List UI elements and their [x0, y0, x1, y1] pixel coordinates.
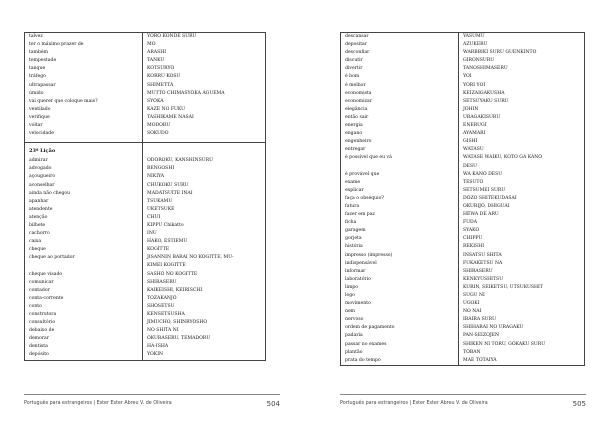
table-row: [341, 138, 584, 146]
portuguese-term: demorar: [29, 336, 49, 342]
portuguese-term: bilhete: [29, 222, 46, 228]
japanese-translation: URAGAKISURU: [463, 114, 501, 120]
table-row: [341, 211, 584, 219]
table-row: [341, 41, 584, 49]
japanese-translation: NO SHITA NI: [147, 328, 179, 334]
japanese-translation: UGOKI: [463, 301, 480, 307]
portuguese-term: aconselhar: [29, 182, 55, 188]
japanese-translation: JÔHIN: [463, 106, 479, 112]
table-row: [341, 243, 584, 251]
japanese-translation: KEIZAIGAKUSHA: [463, 90, 505, 96]
table-row: [341, 332, 584, 340]
japanese-translation: ODOROKU, KANSHINSURU: [147, 158, 213, 164]
japanese-translation: KORRU KOSU: [147, 74, 181, 80]
japanese-translation: SHIRASERU: [147, 279, 177, 285]
table-row: [341, 114, 584, 122]
portuguese-term: tanque: [29, 66, 46, 72]
japanese-translation: KIPPU Chikatto: [147, 222, 184, 228]
japanese-translation: MAE TOTAIYA: [463, 357, 497, 363]
japanese-translation: KENKYÛSHITSU: [463, 276, 504, 282]
table-row: [341, 163, 584, 171]
portuguese-term: divertir: [345, 66, 363, 72]
vocabulary-block: [341, 33, 584, 365]
portuguese-term: prata do tempo: [345, 357, 381, 363]
table-row: [341, 276, 584, 284]
japanese-translation: TANKU: [147, 58, 165, 64]
table-row: [341, 316, 584, 324]
portuguese-term: é melhor: [345, 82, 366, 88]
portuguese-term: ficha: [345, 220, 357, 226]
portuguese-term: conto: [29, 303, 42, 309]
table-row: [25, 173, 265, 181]
table-row: [341, 98, 584, 106]
table-row: [341, 82, 584, 90]
page-number: 504: [266, 400, 280, 408]
portuguese-term: consultório: [29, 320, 56, 326]
portuguese-term: ultrapassar: [29, 82, 56, 88]
japanese-translation: SYAKO: [463, 228, 480, 234]
portuguese-term: exame: [345, 179, 361, 185]
table-row: [25, 311, 265, 319]
portuguese-term: fatura: [345, 203, 360, 209]
table-row: [25, 41, 265, 49]
japanese-translation: DÔZO SHITEKUDASAI: [463, 195, 517, 201]
portuguese-term: discutir: [345, 58, 363, 64]
japanese-translation: SASHÔ NO KOGITTE: [147, 271, 198, 277]
table-row: [25, 33, 265, 41]
table-row: [341, 300, 584, 308]
portuguese-term: limpo: [345, 284, 359, 290]
japanese-translation: KAZE NO FUKU: [147, 106, 186, 112]
table-row: [25, 238, 265, 246]
footer-right: [340, 398, 586, 410]
japanese-translation: AZUKERU: [463, 42, 488, 48]
japanese-translation: TSUKAMU: [147, 198, 173, 204]
japanese-translation: INSATSU SHITA: [463, 252, 502, 258]
portuguese-term: comunicar: [29, 279, 54, 285]
portuguese-term: cheque: [29, 247, 46, 253]
table-row: [341, 146, 584, 154]
portuguese-term: verifique: [29, 114, 50, 120]
table-row: [25, 106, 265, 114]
portuguese-term: impresso (impresso): [345, 252, 393, 258]
table-row: [25, 303, 265, 311]
japanese-translation: MODORU: [147, 123, 171, 129]
portuguese-term: indispensável: [345, 260, 377, 266]
portuguese-term: apanhar: [29, 198, 49, 204]
japanese-translation: INU: [147, 231, 157, 237]
table-row: [25, 73, 265, 81]
table-row: [341, 203, 584, 211]
portuguese-term: logo: [345, 293, 355, 298]
portuguese-term: laboratório: [345, 276, 371, 282]
table-row: [25, 351, 265, 359]
japanese-translation: ÛKETSUKE: [147, 206, 175, 212]
portuguese-term: velocidade: [29, 131, 54, 137]
table-row: [25, 182, 265, 190]
japanese-translation: OKURASERU, TEMADORU: [147, 336, 211, 342]
footer-text: Português para estrangeiros | Ester Ester Abreu V. de Oliveira: [24, 401, 172, 406]
japanese-translation: JISANNIN BARAI NO KOGITTE, MU-: [147, 255, 234, 261]
portuguese-term: [25, 262, 143, 270]
japanese-translation: TESUTO: [463, 179, 484, 185]
portuguese-term: economista: [345, 90, 372, 96]
table-row: [25, 190, 265, 198]
table-row: [341, 90, 584, 98]
lesson-title: 23ª Lição: [29, 148, 56, 155]
portuguese-term: engano: [345, 131, 363, 137]
table-row: [25, 98, 265, 106]
portuguese-term: atendente: [29, 206, 53, 212]
table-row: [341, 33, 584, 41]
portuguese-term: também: [29, 50, 48, 56]
table-row: [25, 271, 265, 279]
portuguese-term: tráfego: [29, 74, 46, 80]
table-row: [341, 341, 584, 349]
table-row: [25, 279, 265, 287]
table-row: [25, 165, 265, 173]
portuguese-term: ter o máximo prazer de: [29, 42, 84, 48]
table-row: [25, 122, 265, 130]
portuguese-term: nem: [345, 309, 356, 315]
table-row: [341, 292, 584, 300]
japanese-translation: ARASHI: [147, 50, 167, 56]
table-row: [341, 57, 584, 65]
table-row: [25, 262, 265, 270]
table-row: [341, 49, 584, 57]
japanese-translation: SHÔSETSU: [147, 303, 175, 309]
table-row: [341, 268, 584, 276]
japanese-translation: AYAMARI: [463, 131, 486, 137]
portuguese-term: nervoso: [345, 317, 364, 323]
table-row: [25, 222, 265, 230]
table-row: [341, 187, 584, 195]
portuguese-term: ainda não chegou: [29, 190, 71, 196]
japanese-translation: SETSUMEI SURU: [463, 187, 506, 193]
vocabulary-table-left: [24, 32, 266, 361]
table-row: [25, 82, 265, 90]
japanese-translation: DESU: [463, 163, 478, 169]
portuguese-term: cheque visado: [29, 271, 63, 277]
japanese-translation: SYÔKA: [147, 98, 164, 104]
japanese-translation: NO NAI: [463, 309, 482, 315]
portuguese-term: gorjeta: [345, 236, 362, 242]
japanese-translation: TOZAKANJÔ: [147, 295, 177, 301]
table-row: [25, 65, 265, 73]
portuguese-term: construtora: [29, 312, 57, 317]
portuguese-term: é bom: [345, 74, 360, 80]
japanese-translation: CHIPPU: [463, 236, 483, 242]
table-row: [341, 260, 584, 268]
japanese-translation: HÊWA DE ARU: [463, 212, 499, 218]
table-row: [25, 214, 265, 222]
table-row: [341, 179, 584, 187]
footer-rule: [24, 394, 280, 395]
portuguese-term: cheque ao portador: [29, 255, 75, 261]
portuguese-term: padaria: [345, 333, 363, 339]
table-row: [341, 308, 584, 316]
table-row: [25, 230, 265, 238]
table-row: [25, 319, 265, 327]
table-row: [341, 130, 584, 138]
japanese-translation: IRAIRA SURU: [463, 317, 496, 323]
japanese-translation: SHIRASERU: [463, 268, 493, 274]
japanese-translation: CHÛKOKU SURU: [147, 182, 189, 188]
japanese-translation: FUKAKETSU NA: [463, 260, 503, 266]
table-row: [341, 171, 584, 179]
portuguese-term: caixa: [29, 239, 42, 245]
portuguese-term: fazer em paz: [345, 212, 375, 218]
table-row: [25, 254, 265, 262]
japanese-translation: YOKIN: [147, 352, 164, 358]
portuguese-term: atenção: [29, 214, 48, 220]
table-row: [25, 157, 265, 165]
japanese-translation: HA-ISHA: [147, 344, 169, 350]
japanese-translation: KIMEI KOGITTE: [147, 263, 186, 269]
table-row: [25, 335, 265, 343]
table-row: [341, 227, 584, 235]
japanese-translation: OKURIJÔ, DHIGUAI: [463, 203, 510, 209]
table-row: [341, 349, 584, 357]
portuguese-term: energia: [345, 123, 363, 129]
table-row: [341, 73, 584, 81]
portuguese-term: é possível que eu vá: [345, 155, 392, 161]
portuguese-term: depositar: [345, 42, 367, 48]
portuguese-term: úmido: [29, 90, 44, 96]
vocabulary-table-right: [340, 32, 585, 366]
portuguese-term: admirar: [29, 158, 48, 164]
japanese-translation: MUTTO CHIMASYÔKA AGUEMA: [147, 90, 225, 96]
page-number: 505: [572, 400, 586, 408]
portuguese-term: engenheiro: [345, 139, 372, 145]
portuguese-term: ventilado: [29, 106, 51, 112]
portuguese-term: explicar: [345, 187, 364, 193]
portuguese-term: descansar: [345, 34, 369, 39]
japanese-translation: KURIN, SEIKETSU, UTSUKUSHIT: [463, 284, 543, 290]
table-row: [25, 287, 265, 295]
table-row: [25, 57, 265, 65]
japanese-translation: SHIHARAI NO URAGAKU: [463, 325, 524, 331]
portuguese-term: açougueiro: [29, 174, 56, 180]
japanese-translation: CHÛI: [147, 214, 161, 220]
portuguese-term: elegância: [345, 106, 368, 112]
japanese-translation: KOTSÛRYÔ: [147, 66, 175, 72]
portuguese-term: cachorro: [29, 231, 50, 237]
japanese-translation: WATASU: [463, 147, 484, 153]
japanese-translation: REKISHI: [463, 244, 485, 250]
japanese-translation: SHIKEN NI TÔRU, GÔKAKU SURU: [463, 341, 546, 347]
footer-rule: [340, 394, 586, 395]
portuguese-term: [341, 163, 459, 171]
portuguese-term: é provável que: [345, 171, 380, 177]
japanese-translation: NIKIYA: [147, 174, 165, 180]
japanese-translation: MADATSUITE INAI: [147, 190, 193, 196]
table-row: [25, 114, 265, 122]
table-row: [341, 219, 584, 227]
japanese-translation: KAIKEISHI, KEIRISCHI: [147, 287, 203, 293]
portuguese-term: então sair: [345, 114, 369, 120]
table-row: [341, 122, 584, 130]
portuguese-term: voltar: [29, 123, 43, 129]
japanese-translation: KENSETSUSHA: [147, 312, 185, 317]
japanese-translation: GISHI: [463, 139, 478, 145]
table-row: [341, 284, 584, 292]
japanese-translation: SHIMETTA: [147, 82, 174, 88]
table-row: [25, 246, 265, 254]
table-row: [341, 235, 584, 243]
portuguese-term: contador: [29, 287, 50, 293]
portuguese-term: desconfiar: [345, 50, 370, 56]
table-row: [341, 324, 584, 332]
japanese-translation: PAN-SEIZOJEN: [463, 333, 500, 339]
portuguese-term: passar no exames: [345, 341, 387, 347]
japanese-translation: WATASE WAIKU, KOTO GA KANÔ: [463, 155, 543, 161]
right-page: [300, 0, 600, 424]
japanese-translation: TÔBAN: [463, 349, 481, 355]
japanese-translation: YORI YOI: [463, 82, 486, 88]
table-row: [341, 154, 584, 162]
japanese-translation: KOGITTE: [147, 247, 170, 253]
portuguese-term: história: [345, 244, 363, 250]
portuguese-term: economizar: [345, 98, 372, 104]
portuguese-term: tempestade: [29, 58, 57, 64]
table-row: [25, 343, 265, 351]
portuguese-term: entregar: [345, 147, 366, 153]
portuguese-term: debaixo de: [29, 328, 55, 334]
portuguese-term: ordem de pagamento: [345, 325, 395, 331]
japanese-translation: WA KANÔ DESU: [463, 171, 503, 177]
portuguese-term: garagem: [345, 228, 366, 234]
table-row: [341, 252, 584, 260]
portuguese-term: informar: [345, 268, 366, 274]
table-row: [341, 106, 584, 114]
japanese-translation: HAKO, ESTIEMU: [147, 239, 188, 245]
japanese-translation: WARBBIKI SURU GUENKINTO: [463, 50, 537, 56]
japanese-translation: ENERUGÎ: [463, 123, 487, 129]
table-row: [25, 90, 265, 98]
japanese-translation: JIMUCHO, SHINRYÔSHO: [147, 320, 208, 326]
table-row: [341, 357, 584, 365]
vocabulary-block-2: [25, 142, 265, 359]
table-row: [25, 295, 265, 303]
japanese-translation: FUDA: [463, 220, 478, 226]
japanese-translation: TANOSHIMASERU: [463, 66, 508, 72]
table-row: [25, 327, 265, 335]
footer-left: [24, 398, 280, 410]
japanese-translation: BENGOSHI: [147, 166, 175, 172]
japanese-translation: SETSUYAKU SURU: [463, 98, 509, 104]
table-row: [341, 195, 584, 203]
footer-text: Português para estrangeiros | Ester Ester Abreu V. de Oliveira: [340, 401, 488, 406]
table-row: [25, 198, 265, 206]
japanese-translation: YOI: [463, 74, 472, 80]
portuguese-term: depósito: [29, 352, 49, 358]
portuguese-term: talvez: [29, 34, 43, 39]
table-row: [341, 65, 584, 73]
portuguese-term: dentista: [29, 344, 48, 350]
japanese-translation: SUGU NI: [463, 293, 485, 298]
portuguese-term: faça o obséquio?: [345, 195, 384, 201]
portuguese-term: advogado: [29, 166, 52, 172]
table-row: [25, 206, 265, 214]
japanese-translation: MO: [147, 42, 156, 48]
portuguese-term: movimento: [345, 301, 371, 307]
vocabulary-block-1: [25, 33, 265, 142]
japanese-translation: YASUMU: [463, 34, 485, 39]
portuguese-term: vai querer que coloque mais?: [29, 98, 98, 104]
portuguese-term: conta-corrente: [29, 295, 64, 301]
japanese-translation: SOKUDO: [147, 131, 169, 137]
japanese-translation: TASHIKAME NASAI: [147, 114, 194, 120]
table-row: [25, 49, 265, 57]
portuguese-term: plantão: [345, 349, 363, 355]
table-row: [25, 130, 265, 138]
japanese-translation: YORO KONDE SURU: [147, 34, 197, 39]
japanese-translation: GIRONSURU: [463, 58, 495, 64]
